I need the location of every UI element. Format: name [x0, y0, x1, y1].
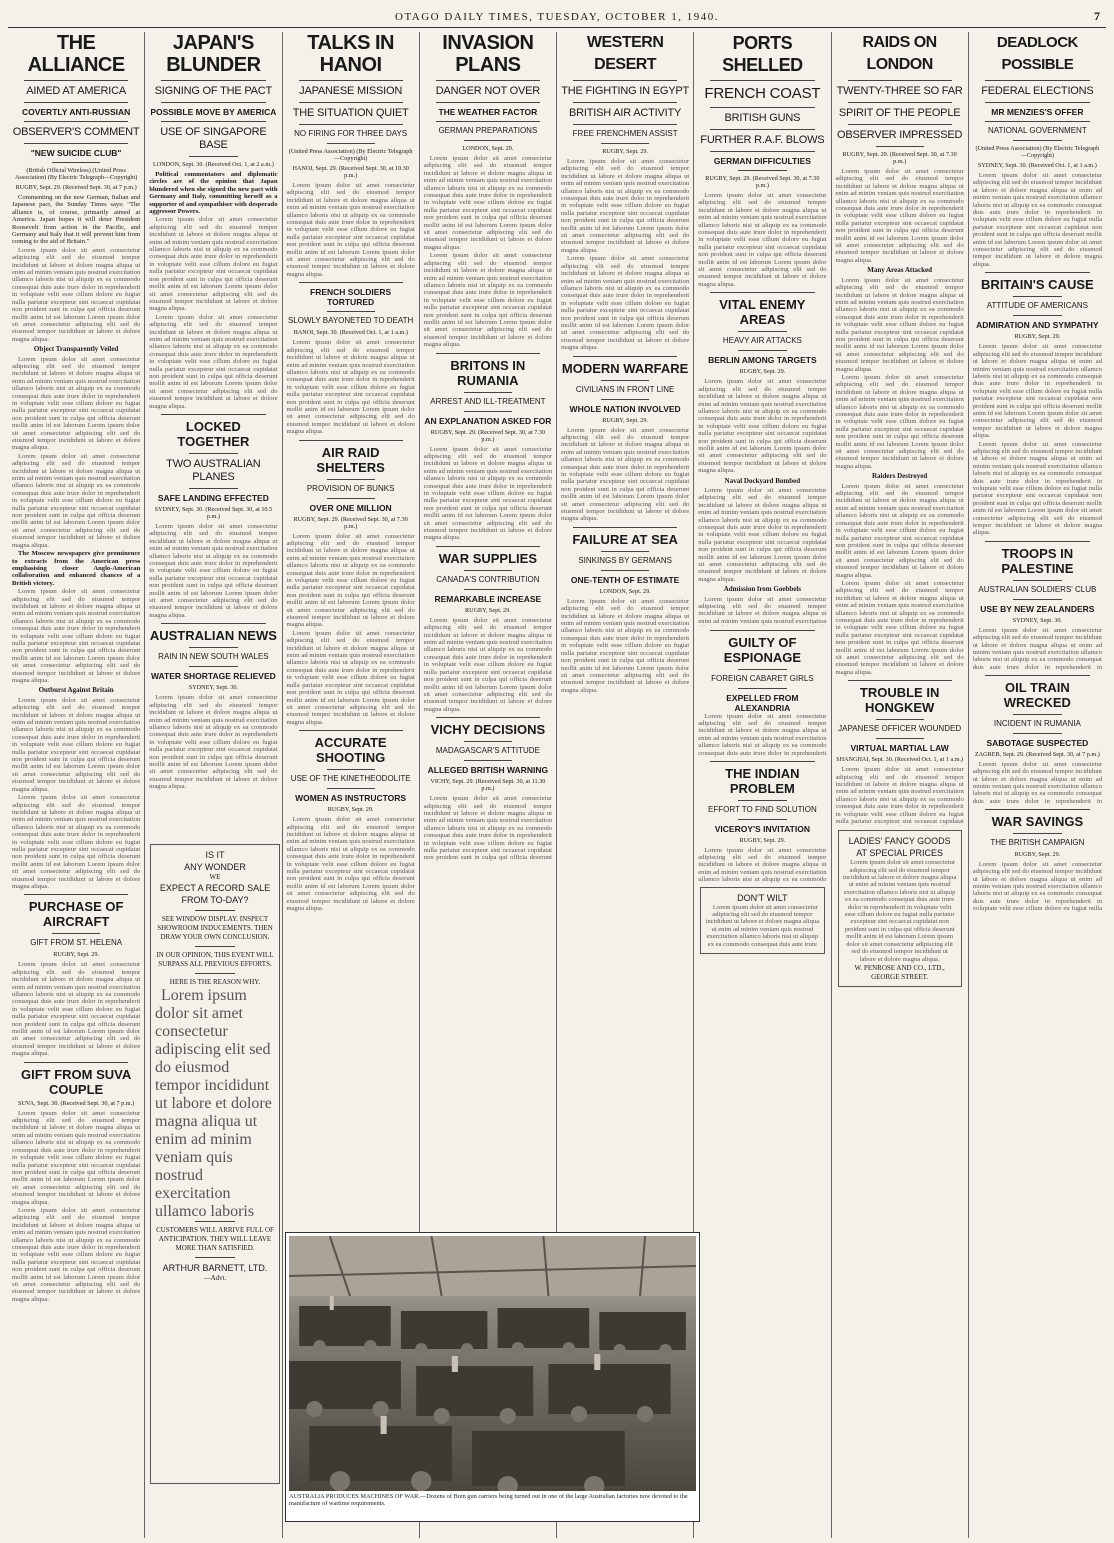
article-body — [12, 247, 140, 343]
dateline: HANOI, Sept. 29. (Received Sept. 30, at 10.30 p.m.) — [292, 165, 409, 179]
subheadline: ADMIRATION AND SYMPATHY — [976, 320, 1099, 331]
article-body — [287, 816, 415, 912]
headline: PORTS SHELLED — [722, 33, 803, 75]
subheadline: WATER SHORTAGE RELIEVED — [150, 671, 276, 682]
dateline: ZAGREB, Sept. 29. (Received Sept. 30, at 7 p.m.) — [974, 750, 1100, 758]
subheadline: FREE FRENCHMEN ASSIST — [572, 129, 678, 138]
subheadline: SLOWLY BAYONETED TO DEATH — [287, 316, 414, 326]
advert-body — [843, 859, 957, 963]
headline: WAR SAVINGS — [991, 813, 1084, 829]
headline: BRITONS IN RUMANIA — [450, 357, 526, 388]
article-body — [973, 627, 1102, 671]
headline: GIFT FROM SUVA COUPLE — [20, 1066, 132, 1097]
article-body — [698, 192, 826, 288]
subheadline: SABOTAGE SUSPECTED — [986, 737, 1089, 748]
subheadline: SINKINGS BY GERMANS — [578, 555, 672, 565]
section-subhead: Raiders Destroyed — [871, 472, 928, 481]
article-body — [698, 487, 826, 583]
headline: TROOPS IN PALESTINE — [1001, 545, 1074, 576]
advertisement — [700, 887, 824, 954]
subheadline: VICEROY'S INVITATION — [714, 823, 810, 834]
article-body — [561, 158, 689, 254]
article-body — [149, 314, 277, 410]
subheadline: TWENTY-THREE SO FAR — [836, 85, 963, 97]
subheadline: GERMAN PREPARATIONS — [438, 126, 538, 135]
subheadline: USE OF SINGAPORE BASE — [160, 126, 267, 151]
dateline: SYDNEY, Sept. 30. — [1012, 616, 1062, 624]
advert-line: IN OUR OPINION, THIS EVENT WILL SURPASS ALL PREVIOUS EFFORTS. — [156, 951, 274, 968]
dateline: SYDNEY, Sept. 30. — [188, 684, 238, 692]
article-body — [561, 255, 689, 351]
article-body — [973, 861, 1102, 913]
article-body — [836, 766, 964, 826]
article-body — [973, 343, 1102, 439]
credit-line: (British Official Wireless) (United Press Association) (By Electric Telegraph—Copyright) — [14, 167, 138, 181]
subheadline: MADAGASCAR'S ATTITUDE — [435, 746, 540, 756]
section-subhead: Outburst Against Britain — [38, 686, 114, 695]
article-body — [287, 182, 415, 278]
subheadline: OBSERVER'S COMMENT — [12, 126, 140, 138]
subheadline: GIFT FROM ST. HELENA — [30, 938, 123, 948]
headline: VICHY DECISIONS — [430, 722, 546, 738]
headline: WAR SUPPLIES — [438, 550, 537, 566]
subheadline: BERLIN AMONG TARGETS — [708, 355, 817, 366]
article-body — [561, 427, 689, 523]
subheadline: DANGER NOT OVER — [435, 85, 541, 97]
article-body — [698, 596, 826, 626]
subheadline: HEAVY AIR ATTACKS — [722, 336, 802, 346]
subheadline: WHOLE NATION INVOLVED — [569, 403, 681, 414]
subheadline: USE BY NEW ZEALANDERS — [980, 603, 1095, 614]
subheadline: INCIDENT IN RUMANIA — [993, 718, 1081, 728]
subheadline: GERMAN DIFFICULTIES — [713, 156, 811, 166]
section-subhead: Admission from Goebbels — [723, 585, 802, 594]
column-8 — [969, 32, 1106, 1538]
advertisement — [838, 830, 962, 987]
dateline: RUGBY, Sept. 29. — [1014, 850, 1061, 858]
section-subhead: Object Transparently Veiled — [33, 345, 119, 354]
headline: FRENCH SOLDIERS TORTURED — [310, 287, 392, 308]
subheadline: OBSERVER IMPRESSED — [837, 129, 963, 141]
masthead — [8, 6, 1106, 28]
subheadline: AIMED AT AMERICA — [26, 85, 126, 97]
advert-firm: W. PENROSE AND CO., LTD., GEORGE STREET. — [854, 963, 945, 981]
headline: BRITAIN'S CAUSE — [981, 277, 1094, 293]
subheadline: WOMEN AS INSTRUCTORS — [295, 793, 407, 804]
article-body — [12, 1110, 140, 1206]
article-bold-paragraph: Political commentators and diplomatic circles are of the opinion that Japan blundered when she signed the new pact with Germany and Italy, committing herself as a supporter of and sympathiser with desperado aggressor Powers. — [149, 171, 278, 216]
dateline: HANOI, Sept. 30. (Received Oct. 1, at 1 a.m.) — [293, 329, 408, 337]
advert-line: ANY WONDER — [184, 862, 246, 872]
subheadline: THE BRITISH CAMPAIGN — [990, 837, 1085, 847]
article-body — [149, 523, 277, 619]
bren-carrier-photo-illustration — [289, 1236, 696, 1491]
article-body — [424, 252, 552, 348]
subheadline: ALLEGED BRITISH WARNING — [427, 765, 549, 776]
headline: JAPAN'S BLUNDER — [166, 32, 261, 76]
headline: AIR RAID SHELTERS — [316, 444, 385, 475]
dateline: RUGBY, Sept. 29. — [53, 951, 100, 959]
subheadline: NATIONAL GOVERNMENT — [988, 126, 1087, 135]
subheadline: POSSIBLE MOVE BY AMERICA — [150, 107, 277, 117]
subheadline: ARREST AND ILL-TREATMENT — [430, 396, 546, 406]
subheadline: BRITISH AIR ACTIVITY — [569, 107, 682, 119]
subheadline: MR MENZIES'S OFFER — [991, 107, 1084, 117]
article-body — [12, 794, 140, 890]
column-1 — [8, 32, 145, 1538]
subheadline: RAIN IN NEW SOUTH WALES — [158, 652, 269, 662]
advert-line: CUSTOMERS WILL ARRIVE FULL OF ANTICIPATION. THEY WILL LEAVE MORE THAN SATISFIED. — [156, 1226, 274, 1252]
dateline: RUGBY, Sept. 29. — [739, 836, 786, 844]
article-body — [836, 580, 964, 676]
subheadline: ATTITUDE OF AMERICANS — [986, 301, 1088, 311]
photo-image — [289, 1236, 696, 1491]
dateline: SHANGHAI, Sept. 30. (Received Oct. 1, at 1 a.m.) — [836, 756, 964, 764]
advert-line: WE — [209, 873, 221, 881]
subheadline: JAPANESE MISSION — [299, 85, 403, 97]
dateline: SYDNEY, Sept. 30. (Received Oct. 1, at 1 a.m.) — [977, 162, 1097, 169]
subheadline: "NEW SUICIDE CLUB" — [30, 148, 122, 158]
advert-firm: ARTHUR BARNETT, LTD. — [162, 1263, 268, 1273]
photo-caption: AUSTRALIA PRODUCES MACHINES OF WAR.—Dozens of Bren gun carriers being turned out in one of the large Australian factories now devoted to the manufacture of wartime requirements. — [289, 1493, 688, 1508]
article-body — [149, 694, 277, 790]
masthead-title: OTAGO DAILY TIMES, TUESDAY, OCTOBER 1, 1940. — [395, 10, 719, 23]
column-6 — [694, 32, 831, 1538]
dateline: SUVA, Sept. 30. (Received Sept. 30, at 7 p.m.) — [18, 1099, 135, 1107]
subheadline: SIGNING OF THE PACT — [154, 85, 273, 97]
section-subhead: Naval Dockyard Bombed — [724, 476, 801, 485]
subheadline: COVERTLY ANTI-RUSSIAN — [21, 107, 131, 117]
headline: VITAL ENEMY AREAS — [719, 297, 806, 328]
subheadline: EFFORT TO FIND SOLUTION — [707, 804, 817, 814]
dateline: RUGBY, Sept. 29. — [327, 806, 374, 814]
advert-title: LADIES' FANCY GOODS AT SPECIAL PRICES — [848, 836, 951, 859]
article-lead: Commenting on the new German, Italian and Japanese pact, the Sunday Times says: "The alliance is, of course, primarily aimed at America. Japan hopes it will deter President Roosevelt from action in the Pacific, and Germany and Italy that it will prevent him from coming to the aid of Britain." — [12, 194, 141, 246]
subheadline: AUSTRALIAN SOLDIERS' CLUB — [978, 584, 1097, 594]
article-body — [287, 533, 415, 629]
article-body — [561, 598, 689, 694]
advert-tag: —Advt. — [203, 1274, 227, 1282]
article-body — [12, 588, 140, 684]
advert-body — [155, 987, 275, 1217]
dateline: VICHY, Sept. 29. (Received Sept. 30, at 11.30 p.m.) — [430, 778, 546, 793]
article-body — [287, 339, 415, 435]
subheadline: PROVISION OF BUNKS — [306, 483, 395, 493]
credit-line: (United Press Association) (By Electric Telegraph—Copyright) — [975, 145, 1100, 159]
section-subhead: Many Areas Attacked — [867, 266, 933, 275]
news-photo — [285, 1232, 700, 1522]
article-body — [287, 630, 415, 726]
headline: OIL TRAIN WRECKED — [1003, 679, 1071, 710]
article-body — [424, 617, 552, 713]
subheadline: REMARKABLE INCREASE — [434, 593, 542, 604]
dateline: RUGBY, Sept. 29. (Received Sept. 30, at 7 p.m.) — [15, 184, 137, 191]
headline: TROUBLE IN HONGKEW — [859, 685, 940, 716]
article-body — [698, 847, 826, 883]
headline: LOCKED TOGETHER — [177, 419, 250, 449]
subheadline: FOREIGN CABARET GIRLS — [711, 673, 814, 683]
article-body — [12, 1207, 140, 1303]
dateline: LONDON, Sept. 29. — [462, 145, 514, 152]
article-body — [12, 697, 140, 793]
subheadline: SPIRIT OF THE PEOPLE — [838, 107, 961, 119]
advert-title: DON'T WILT — [737, 892, 788, 903]
headline: DEADLOCK POSSIBLE — [996, 34, 1078, 73]
dateline: LONDON, Sept. 30. (Received Oct. 1, at 2 a.m.) — [152, 161, 274, 168]
dateline: RUGBY, Sept. 29. — [602, 148, 649, 155]
subheadline: VIRTUAL MARTIAL LAW — [850, 743, 949, 754]
dateline: RUGBY, Sept. 29. (Received Sept. 30, at 7.30 p.m.) — [705, 175, 820, 189]
subheadline: SAFE LANDING EFFECTED — [157, 493, 269, 503]
dateline: RUGBY, Sept. 29. (Received Sept. 30, at 7.30 p.m.) — [293, 515, 408, 530]
subheadline: THE SITUATION QUIET — [292, 107, 409, 119]
subheadline: NO FIRING FOR THREE DAYS — [294, 129, 408, 138]
advert-line: IS IT — [205, 850, 225, 860]
subheadline: FRENCH COAST — [704, 85, 821, 102]
dateline: RUGBY, Sept. 29. — [739, 368, 786, 376]
subheadline: ONE-TENTH OF ESTIMATE — [570, 574, 680, 585]
headline: INVASION PLANS — [442, 32, 534, 76]
article-body — [836, 483, 964, 579]
article-body — [836, 374, 964, 470]
arthur-barnett-advert — [150, 844, 280, 1484]
article-body — [424, 446, 552, 542]
headline: WESTERN DESERT — [586, 34, 664, 73]
dateline: RUGBY, Sept. 29. (Received Sept. 30, at 7.30 p.m.) — [842, 151, 957, 165]
article-body — [12, 961, 140, 1057]
article-body — [12, 356, 140, 452]
article-body — [973, 441, 1102, 537]
subheadline: OVER ONE MILLION — [309, 502, 392, 513]
article-body — [698, 378, 826, 474]
subheadline: FEDERAL ELECTIONS — [981, 85, 1094, 97]
article-bold-paragraph: The Moscow newspapers give prominence to extracts from the American press emphasising closer Anglo-American collaboration and enhanced chances of a British victory. — [12, 550, 141, 587]
article-body — [836, 277, 964, 373]
advert-body — [705, 904, 819, 948]
subheadline: FURTHER R.A.F. BLOWS — [700, 134, 825, 146]
advert-line: FROM TO-DAY? — [181, 895, 249, 905]
headline: AUSTRALIAN NEWS — [149, 628, 277, 644]
headline: THE INDIAN PROBLEM — [725, 765, 800, 796]
article-body — [424, 155, 552, 251]
headline: THE ALLIANCE — [27, 32, 125, 76]
page-number: 7 — [1094, 9, 1100, 23]
advert-line: HERE IS THE REASON WHY. — [169, 978, 261, 986]
headline: GUILTY OF ESPIONAGE — [723, 634, 802, 665]
subheadline: AN EXPLANATION ASKED FOR — [424, 415, 552, 426]
dateline: LONDON, Sept. 29. — [599, 587, 651, 595]
article-body — [973, 761, 1102, 805]
headline: FAILURE AT SEA — [572, 531, 678, 547]
subheadline: CANADA'S CONTRIBUTION — [436, 574, 540, 584]
headline: RAIDS ON LONDON — [862, 34, 937, 73]
headline: ACCURATE SHOOTING — [314, 735, 387, 766]
advert-line: SEE WINDOW DISPLAY. INSPECT SHOWROOM INDUCEMENTS. THEN DRAW YOUR OWN CONCLUSION. — [157, 915, 273, 941]
article-body — [424, 795, 552, 861]
dateline: RUGBY, Sept. 29. (Received Sept. 30, at 7.30 p.m.) — [430, 428, 545, 443]
dateline: SYDNEY, Sept. 30. (Received Sept. 30, at 10.5 p.m.) — [154, 506, 273, 520]
dateline: RUGBY, Sept. 29. — [464, 606, 511, 614]
article-body — [836, 168, 964, 264]
article-body — [12, 453, 140, 549]
advert-line: EXPECT A RECORD SALE — [159, 883, 271, 893]
headline: PURCHASE OF AIRCRAFT — [28, 899, 124, 930]
subheadline: USE OF THE KINETHEODOLITE — [290, 774, 411, 784]
dateline: RUGBY, Sept. 29. — [1014, 333, 1061, 341]
subheadline: THE WEATHER FACTOR — [438, 107, 538, 117]
subheadline: TWO AUSTRALIAN PLANES — [166, 458, 261, 483]
headline: TALKS IN HANOI — [307, 32, 394, 76]
headline: MODERN WARFARE — [561, 360, 689, 376]
column-7 — [832, 32, 969, 1538]
subheadline: THE FIGHTING IN EGYPT — [561, 85, 690, 97]
credit-line: (United Press Association) (By Electric Telegraph—Copyright) — [288, 148, 413, 162]
article-body — [698, 713, 826, 757]
subheadline: JAPANESE OFFICER WOUNDED — [838, 724, 962, 734]
subheadline: BRITISH GUNS — [724, 112, 801, 124]
subheadline: CIVILIANS IN FRONT LINE — [575, 384, 675, 394]
subheadline: EXPELLED FROM ALEXANDRIA — [726, 692, 799, 713]
dateline: RUGBY, Sept. 29. — [602, 416, 649, 424]
article-body — [149, 216, 277, 312]
article-body — [973, 172, 1102, 268]
